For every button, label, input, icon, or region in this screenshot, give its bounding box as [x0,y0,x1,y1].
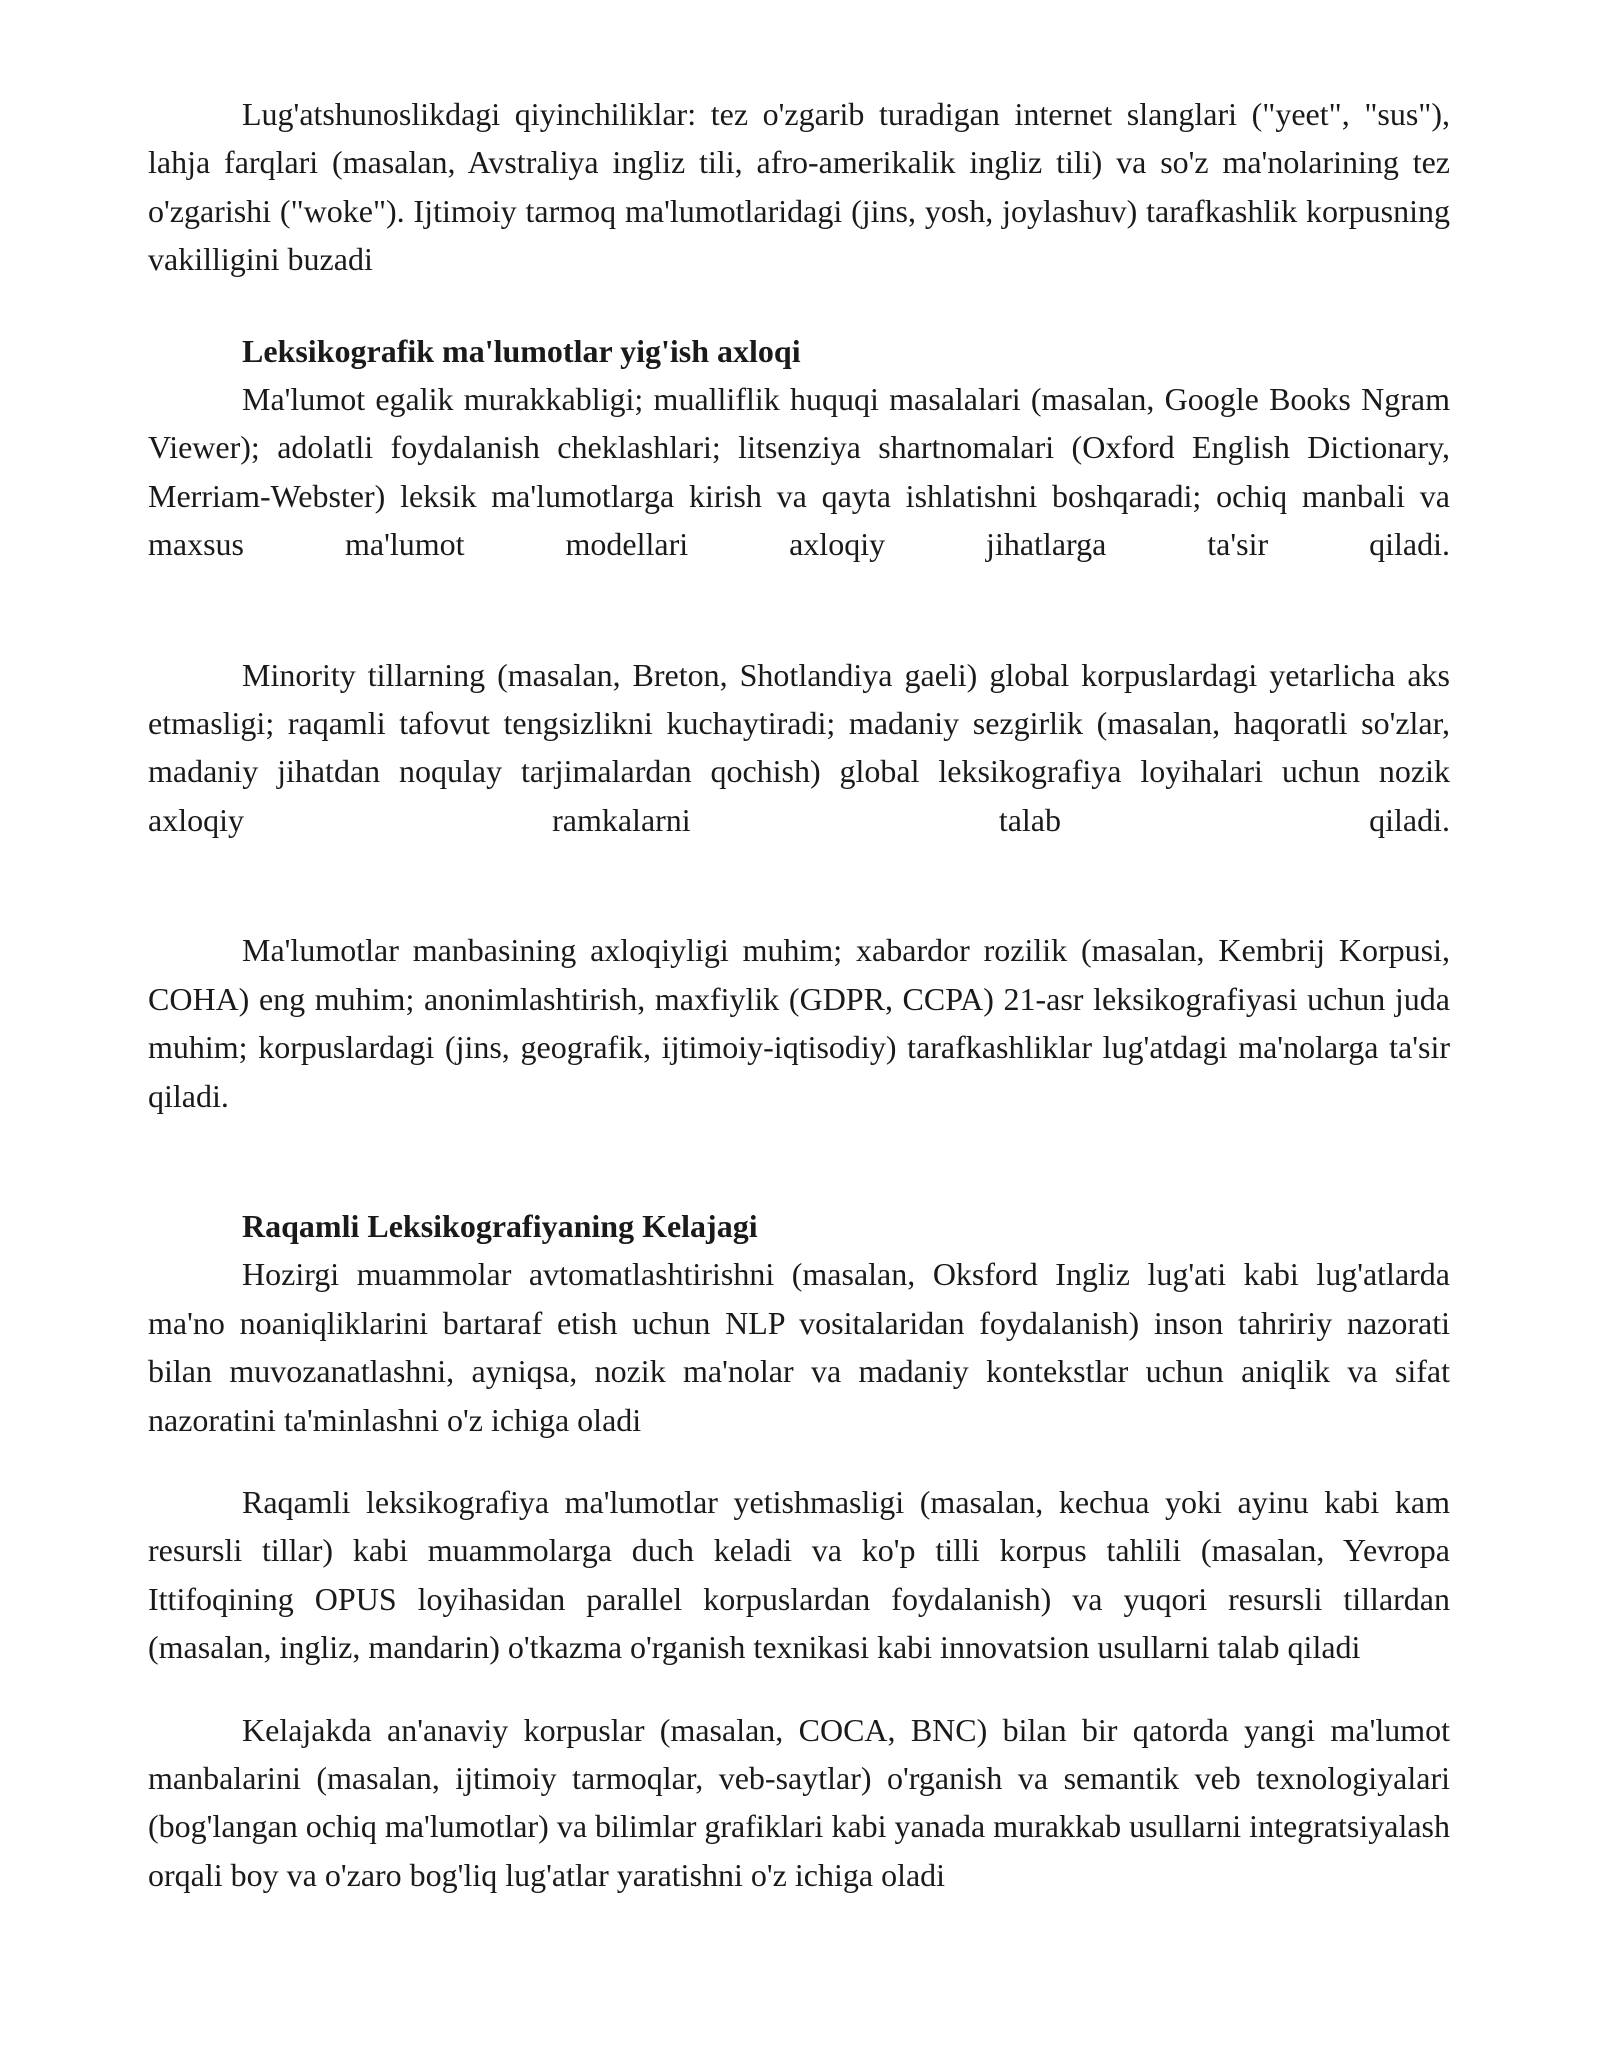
section-heading-future: Raqamli Leksikografiyaning Kelajagi [242,1207,758,1244]
spacer [148,284,1450,327]
spacer [148,844,1450,926]
paragraph-data-ownership: Ma'lumot egalik murakkabligi; mualliflik huquqi masalalari (masalan, Google Books Ngram Viewer); adolatli foydalanish cheklashlari; litsenziya shartnomalari (Oxford English Dictionary, Merriam-Webster) leksik ma'lumotlarga kirish va qayta ishlatishni boshqaradi; ochiq manbali va maxsus ma'lumot modellari axloqiy jihatlarga ta'sir qiladi. [148,381,1450,563]
spacer [148,1444,1450,1478]
spacer [148,1672,1450,1706]
paragraph-low-resource-languages: Raqamli leksikografiya ma'lumotlar yetishmasligi (masalan, kechua yoki ayinu kabi kam resursli tillar) kabi muammolarga duch keladi va ko'p tilli korpus tahlili (masalan, Yevropa Ittifoqining OPUS loyihasidan parallel korpuslardan foydalanish) va yuqori resursli tillardan (masalan, ingliz, mandarin) o'tkazma o'rganish texnikasi kabi innovatsion usullarni talab qiladi [148,1483,1450,1666]
paragraph-automation-balance: Hozirgi muammolar avtomatlashtirishni (masalan, Oksford Ingliz lug'ati kabi lug'atlarda ma'no noaniqliklarini bartaraf etish uchun NLP vositalaridan foydalanish) inson tahririy nazorati bilan muvozanatlashni, ayniqsa, nozik ma'nolar va madaniy kontekstlar uchun aniqlik va sifat nazoratini ta'minlashni o'z ichiga oladi [148,1256,1450,1438]
spacer [148,1120,1450,1202]
spacer [148,569,1450,651]
paragraph-data-source-ethics: Ma'lumotlar manbasining axloqiyligi muhim; xabardor rozilik (masalan, Kembrij Korpusi, COHA) eng muhim; anonimlashtirish, maxfiylik (GDPR, CCPA) 21-asr leksikografiyasi uchun juda muhim; korpuslardagi (jins, geografik, ijtimoiy-iqtisodiy) tarafkashliklar lug'atdagi ma'nolarga ta'sir qiladi. [148,932,1450,1114]
paragraph-lexicography-challenges: Lug'atshunoslikdagi qiyinchiliklar: tez o'zgarib turadigan internet slanglari ("yeet", "sus"), lahja farqlari (masalan, Avstraliya ingliz tili, afro-amerikalik ingliz tili) va so'z ma'nolarining tez o'zgarishi ("woke"). Ijtimoiy tarmoq ma'lumotlaridagi (jins, yosh, joylashuv) tarafkashlik korpusning vakilligini buzadi [148,96,1450,278]
paragraph-future-corpora: Kelajakda an'anaviy korpuslar (masalan, COCA, BNC) bilan bir qatorda yangi ma'lumot manbalarini (masalan, ijtimoiy tarmoqlar, veb-saytlar) o'rganish va semantik veb texnologiyalari (bog'langan ochiq ma'lumotlar) va bilimlar grafiklari kabi yanada murakkab usullarni integratsiyalash orqali boy va o'zaro bog'liq lug'atlar yaratishni o'z ichiga oladi [148,1711,1450,1893]
section-heading-ethics: Leksikografik ma'lumotlar yig'ish axloqi [242,332,801,369]
document-page [148,90,1450,1899]
paragraph-minority-languages: Minority tillarning (masalan, Breton, Shotlandiya gaeli) global korpuslardagi yetarlicha aks etmasligi; raqamli tafovut tengsizlikni kuchaytiradi; madaniy sezgirlik (masalan, haqoratli so'zlar, madaniy jihatdan noqulay tarjimalardan qochish) global leksikografiya loyihalari uchun nozik axloqiy ramkalarni talab qiladi. [148,656,1450,838]
